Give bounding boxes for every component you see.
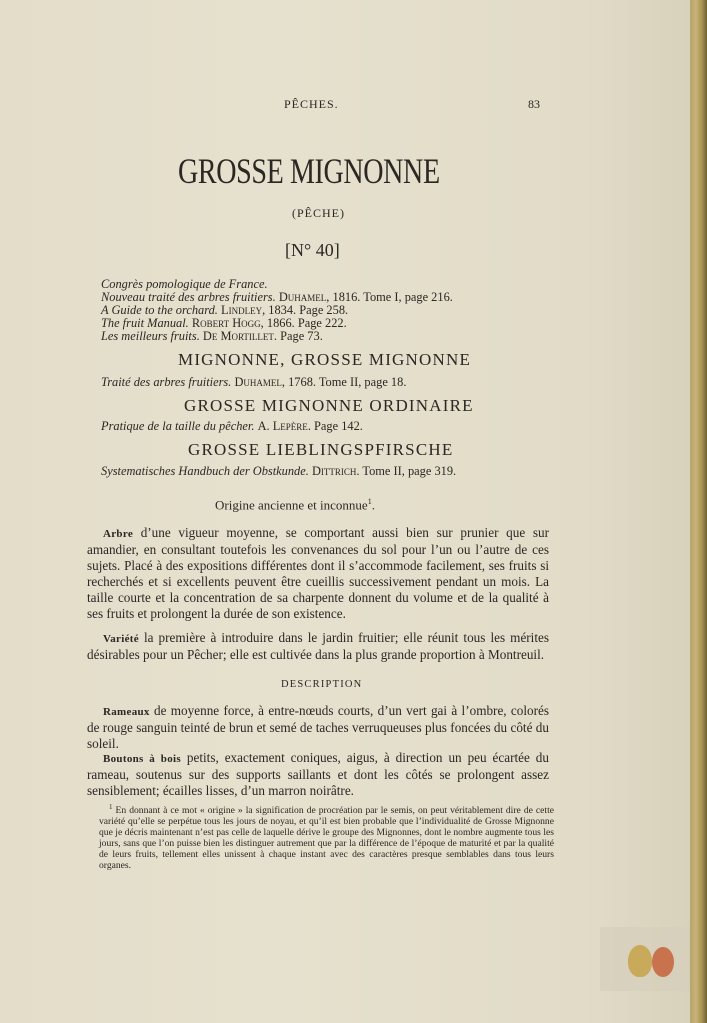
paragraph-arbre: Arbre d’une vigueur moyenne, se comportant aussi bien sur prunier que sur amandier, en consultant toutefois les convenances du sol pour l’un ou l’autre de ces sujets. Placé à des expositions différentes dont il s’accommode facilement, ses fruits si recherchés et si excellents peuvent être cueillis successivement pendant un mois. La taille courte et la concentration de sa charpente donnent du volume et de la qualité à ses fruits et prolongent la durée de son existence. — [87, 525, 549, 621]
page-number: 83 — [528, 97, 540, 111]
page-edge — [690, 0, 707, 1023]
pear-illustration — [628, 945, 652, 977]
reference-line: Congrès pomologique de France. — [101, 277, 268, 291]
synonym-heading: MIGNONNE, GROSSE MIGNONNE — [178, 350, 472, 369]
reference-line: Les meilleurs fruits. De Mortillet. Page 73. — [101, 329, 323, 343]
synonym-heading: GROSSE LIEBLINGSPFIRSCHE — [188, 440, 454, 459]
footnote: $^1$ En donnant à ce mot « origine » la signification de procréation par le semis, on peut véritablement dire de cette variété qu’elle se perpétue tous les jours de noyau, et qu’il est bien probable que l’individualité de Grosse Mignonne que je décris maintenant n’est pas celle de laquelle dérive le groupe des Mignonnes, dont le nombre augmente tous les jours, sans que l’on puisse bien les distinguer autrement que par la différence de l’époque de maturité et par la qualité de leurs fruits, tellement elles unissent à chaque instant avec des caractères presque semblables dans tous leurs organes. — [99, 803, 554, 872]
running-title: PÊCHES. — [284, 97, 339, 111]
origin-heading: Origine ancienne et inconnue$^1$. — [215, 497, 375, 513]
paragraph-variete: Variété la première à introduire dans le jardin fruitier; elle réunit tous les mérites désirables pour un Pêcher; elle est cultivée dans la plus grande proportion à Montreuil. — [87, 630, 549, 662]
page-title: GROSSE MIGNONNE — [178, 151, 440, 191]
description-heading: DESCRIPTION — [281, 679, 363, 690]
peach-illustration — [652, 947, 674, 977]
paragraph-boutons: Boutons à bois petits, exactement coniques, aigus, à direction un peu écartée du rameau, soutenus sur des supports saillants et dont les côtés se prolongent assez sensiblement; écailles lisses, d’un marron noirâtre. — [87, 750, 549, 798]
reference-line: The fruit Manual. Robert Hogg, 1866. Page 222. — [101, 316, 347, 330]
paragraph-rameaux: Rameaux de moyenne force, à entre-nœuds courts, d’un vert gai à l’ombre, colorés de rouge sanguin teinté de brun et semé de taches verruqueuses plus foncées du côté du soleil. — [87, 703, 549, 751]
subtitle: (PÊCHE) — [292, 206, 345, 220]
reference-line: Systematisches Handbuch der Obstkunde. Dittrich. Tome II, page 319. — [101, 464, 457, 478]
reference-line: Traité des arbres fruitiers. Duhamel, 1768. Tome II, page 18. — [101, 375, 407, 389]
reference-line: Nouveau traité des arbres fruitiers. Duhamel, 1816. Tome I, page 216. — [101, 290, 453, 304]
reference-line: A Guide to the orchard. Lindley, 1834. Page 258. — [101, 303, 349, 317]
variety-number: [N° 40] — [285, 240, 340, 260]
synonym-heading: GROSSE MIGNONNE ORDINAIRE — [184, 396, 474, 415]
reference-line: Pratique de la taille du pêcher. A. Lepère. Page 142. — [101, 419, 363, 433]
